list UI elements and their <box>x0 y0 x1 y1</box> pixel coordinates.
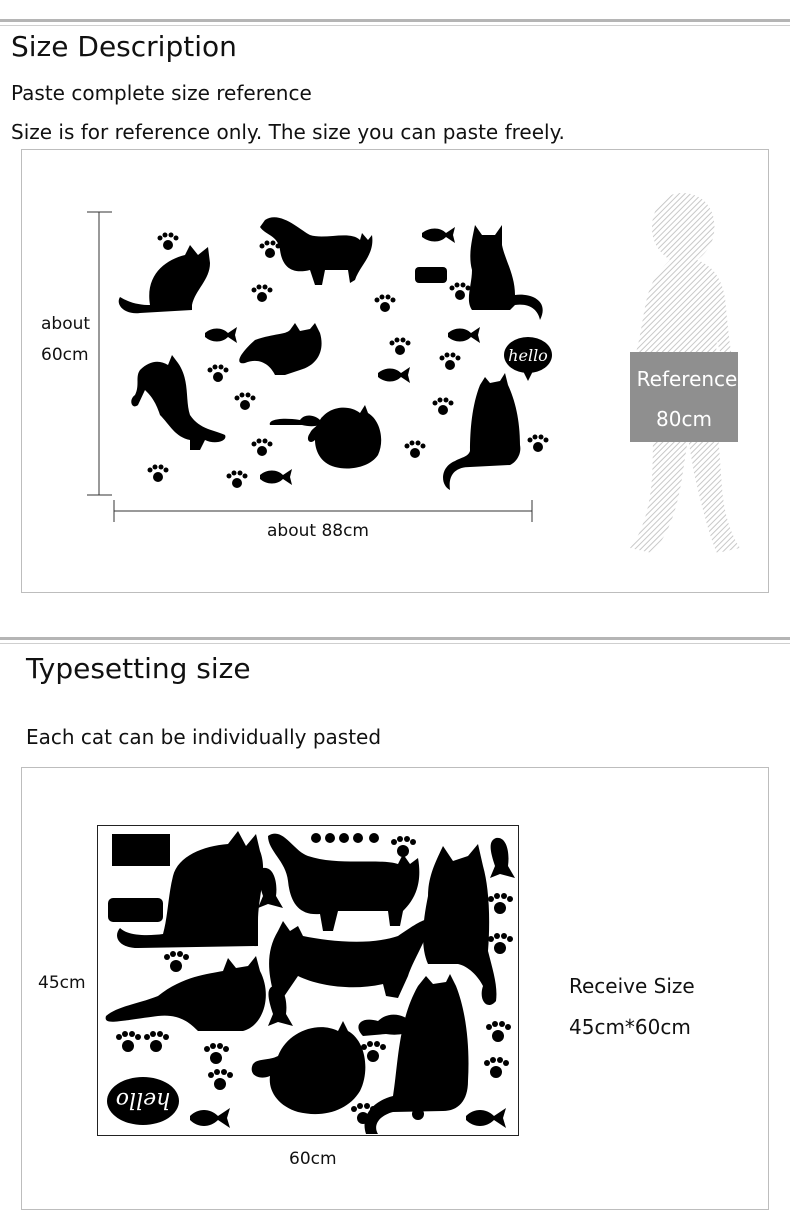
fish-icon <box>258 868 283 908</box>
paw-print-icon <box>486 1021 511 1042</box>
section-title-size-description: Size Description <box>11 30 237 63</box>
sheet-height-label: 45cm <box>38 973 86 993</box>
cat-curled-icon <box>308 405 381 469</box>
paw-print-icon <box>252 439 273 457</box>
top-rule <box>0 19 790 22</box>
typesetting-panel <box>21 767 769 1210</box>
receive-size-label: Receive Size <box>569 974 695 998</box>
section-divider-rule <box>0 637 790 640</box>
paw-print-icon <box>208 1069 233 1090</box>
cat-sitting-lower-icon <box>365 974 469 1134</box>
paw-print-icon <box>144 1031 169 1052</box>
paw-print-icon <box>252 285 273 303</box>
width-label: about 88cm <box>267 521 369 541</box>
fish-icon <box>422 227 455 243</box>
paw-print-icon <box>204 1043 229 1064</box>
receive-size-value: 45cm*60cm <box>569 1015 691 1039</box>
cat-curled-icon <box>252 1021 366 1114</box>
cat-standing-icon <box>260 217 372 285</box>
section-subtitle: Paste complete size reference <box>11 81 312 105</box>
paw-print-icon <box>390 338 411 356</box>
size-reference-panel <box>21 149 769 593</box>
cat-sitting-icon <box>119 245 210 313</box>
paw-print-icon <box>158 233 179 251</box>
cat-standing-icon <box>268 834 419 931</box>
fish-icon <box>260 469 292 485</box>
paw-print-icon <box>260 241 281 259</box>
cat-sitting-right-icon <box>469 225 543 320</box>
fish-icon <box>466 1108 506 1128</box>
paw-print-icon <box>488 933 513 954</box>
paw-print-icon <box>227 471 248 489</box>
cat-sitting-lower-icon <box>443 373 520 490</box>
top-rule-thin <box>0 25 790 26</box>
cat-decal-artwork <box>110 205 548 505</box>
hello-text: hello <box>115 1087 171 1112</box>
reference-label: Reference <box>636 367 738 391</box>
decal-sheet-artwork <box>98 826 518 1135</box>
cat-lying-icon <box>269 920 430 998</box>
paw-print-icon <box>484 1057 509 1078</box>
paw-print-icon <box>433 398 454 416</box>
mouse-icon <box>270 415 324 426</box>
fish-icon <box>190 1108 230 1128</box>
cat-lying-icon <box>106 956 266 1031</box>
cat-sitting-right-icon <box>423 844 496 1005</box>
paw-print-icon <box>375 295 396 313</box>
height-label-value: 60cm <box>41 345 89 365</box>
paw-print-icon <box>528 435 549 453</box>
section-divider-rule-thin <box>0 643 790 644</box>
section-title-typesetting: Typesetting size <box>26 652 251 685</box>
fish-icon <box>490 838 515 878</box>
paw-print-icon <box>208 365 229 383</box>
paw-print-icon <box>116 1031 141 1052</box>
food-bowl-icon <box>415 267 447 283</box>
paw-print-icon <box>235 393 256 411</box>
fish-icon <box>378 367 410 383</box>
paw-print-icon <box>488 893 513 914</box>
paw-print-icon <box>405 441 426 459</box>
fish-icon <box>448 327 480 343</box>
fish-icon <box>205 327 237 343</box>
paw-print-icon <box>450 283 471 301</box>
section2-subtitle: Each cat can be individually pasted <box>26 725 382 749</box>
fish-icon <box>268 986 293 1026</box>
height-label-about: about <box>41 314 91 334</box>
size-note: Size is for reference only. The size you can paste freely. <box>11 120 565 144</box>
paw-print-icon <box>440 353 461 371</box>
hello-text: hello <box>508 346 548 365</box>
food-bowl-icon <box>108 898 163 922</box>
sheet-width-label: 60cm <box>289 1149 337 1169</box>
reference-height-value: 80cm <box>656 407 712 431</box>
paw-print-icon <box>148 465 169 483</box>
cat-lying-icon <box>239 323 321 375</box>
paw-print-icon <box>391 836 416 857</box>
paw-print-icon <box>164 951 189 972</box>
